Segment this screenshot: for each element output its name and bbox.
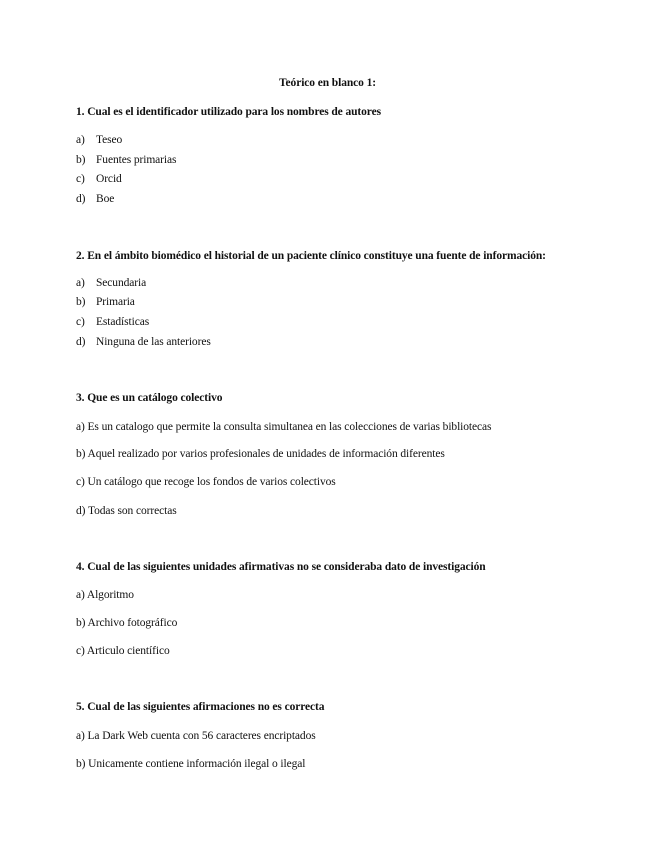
question-4-title: 4. Cual de las siguientes unidades afirmativas no se consideraba dato de investigación <box>76 561 486 573</box>
question-5-option-a: a) La Dark Web cuenta con 56 caracteres encriptados <box>76 730 316 742</box>
question-1-title: 1. Cual es el identificador utilizado para los nombres de autores <box>76 106 381 118</box>
question-1-option-c <box>76 173 122 185</box>
question-3-option-d: d) Todas son correctas <box>76 505 177 517</box>
option-text: Fuentes primarias <box>96 154 177 166</box>
option-text: Teseo <box>96 134 123 146</box>
option-text: Boe <box>96 193 115 205</box>
question-3-option-a: a) Es un catalogo que permite la consulta simultanea en las colecciones de varias bibliotecas <box>76 421 492 433</box>
option-letter: b) <box>76 154 86 166</box>
question-5-option-b: b) Unicamente contiene información ilegal o ilegal <box>76 758 306 770</box>
document-title: Teórico en blanco 1: <box>279 77 376 89</box>
question-1-option-b <box>76 154 176 166</box>
question-1-option-d <box>76 193 114 205</box>
option-letter: c) <box>76 316 85 328</box>
question-4-option-c: c) Articulo científico <box>76 645 170 657</box>
option-letter: a) <box>76 277 85 289</box>
question-2-option-a <box>76 277 146 289</box>
question-3-title: 3. Que es un catálogo colectivo <box>76 392 223 404</box>
option-letter: d) <box>76 193 86 205</box>
option-text: Secundaria <box>96 277 147 289</box>
option-letter: c) <box>76 173 85 185</box>
question-3-option-b: b) Aquel realizado por varios profesionales de unidades de información diferentes <box>76 448 445 460</box>
question-2-title: 2. En el ámbito biomédico el historial de un paciente clínico constituye una fuente de información: <box>76 250 546 262</box>
question-1-option-a <box>76 134 122 146</box>
option-text: Orcid <box>96 173 122 185</box>
question-4-option-a: a) Algoritmo <box>76 589 134 601</box>
option-letter: d) <box>76 336 86 348</box>
option-letter: b) <box>76 296 86 308</box>
question-5-title: 5. Cual de las siguientes afirmaciones no es correcta <box>76 701 325 713</box>
question-3-option-c: c) Un catálogo que recoge los fondos de varios colectivos <box>76 476 336 488</box>
option-letter: a) <box>76 134 85 146</box>
option-text: Estadísticas <box>96 316 150 328</box>
question-2-option-c <box>76 316 149 328</box>
option-text: Primaria <box>96 296 135 308</box>
question-2-option-d <box>76 336 211 348</box>
option-text: Ninguna de las anteriores <box>96 336 211 348</box>
question-2-option-b <box>76 296 135 308</box>
question-4-option-b: b) Archivo fotográfico <box>76 617 178 629</box>
